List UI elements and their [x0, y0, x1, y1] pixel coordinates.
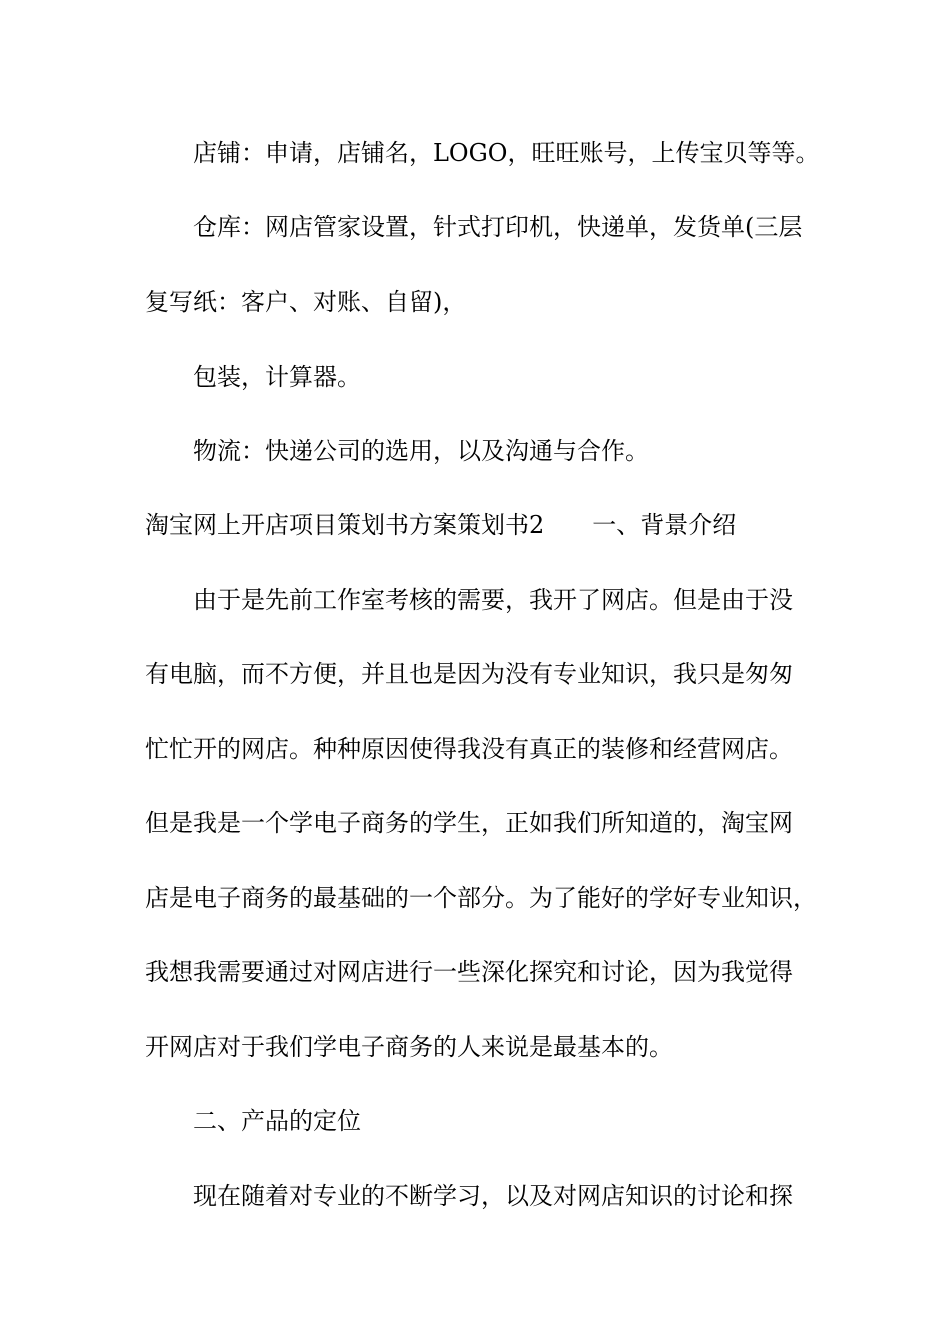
text-line-warehouse-continued: 复写纸：客户、对账、自留)， [145, 288, 467, 316]
text-line-warehouse: 仓库：网店管家设置，针式打印机，快递单，发货单(三层 [193, 213, 803, 241]
paragraph-line-8: 现在随着对专业的不断学习，以及对网店知识的讨论和探 [193, 1182, 793, 1210]
text-line-logistics: 物流：快递公司的选用，以及沟通与合作。 [193, 437, 649, 465]
text-line-store: 店铺：申请，店铺名，LOGO，旺旺账号，上传宝贝等等。 [193, 139, 820, 167]
paragraph-line-1: 由于是先前工作室考核的需要，我开了网店。但是由于没 [193, 586, 793, 614]
section-title-background: 淘宝网上开店项目策划书方案策划书2 一、背景介绍 [145, 511, 737, 539]
paragraph-line-4: 但是我是一个学电子商务的学生，正如我们所知道的，淘宝网 [145, 809, 793, 837]
paragraph-line-2: 有电脑，而不方便，并且也是因为没有专业知识，我只是匆匆 [145, 660, 793, 688]
text-line-packaging: 包装，计算器。 [193, 363, 361, 391]
paragraph-line-3: 忙忙开的网店。种种原因使得我没有真正的装修和经营网店。 [145, 735, 793, 763]
paragraph-line-6: 我想我需要通过对网店进行一些深化探究和讨论，因为我觉得 [145, 958, 793, 986]
paragraph-line-7: 开网店对于我们学电子商务的人来说是最基本的。 [145, 1033, 673, 1061]
paragraph-line-5: 店是电子商务的最基础的一个部分。为了能好的学好专业知识， [145, 884, 817, 912]
section-heading-product-positioning: 二、产品的定位 [193, 1107, 361, 1135]
